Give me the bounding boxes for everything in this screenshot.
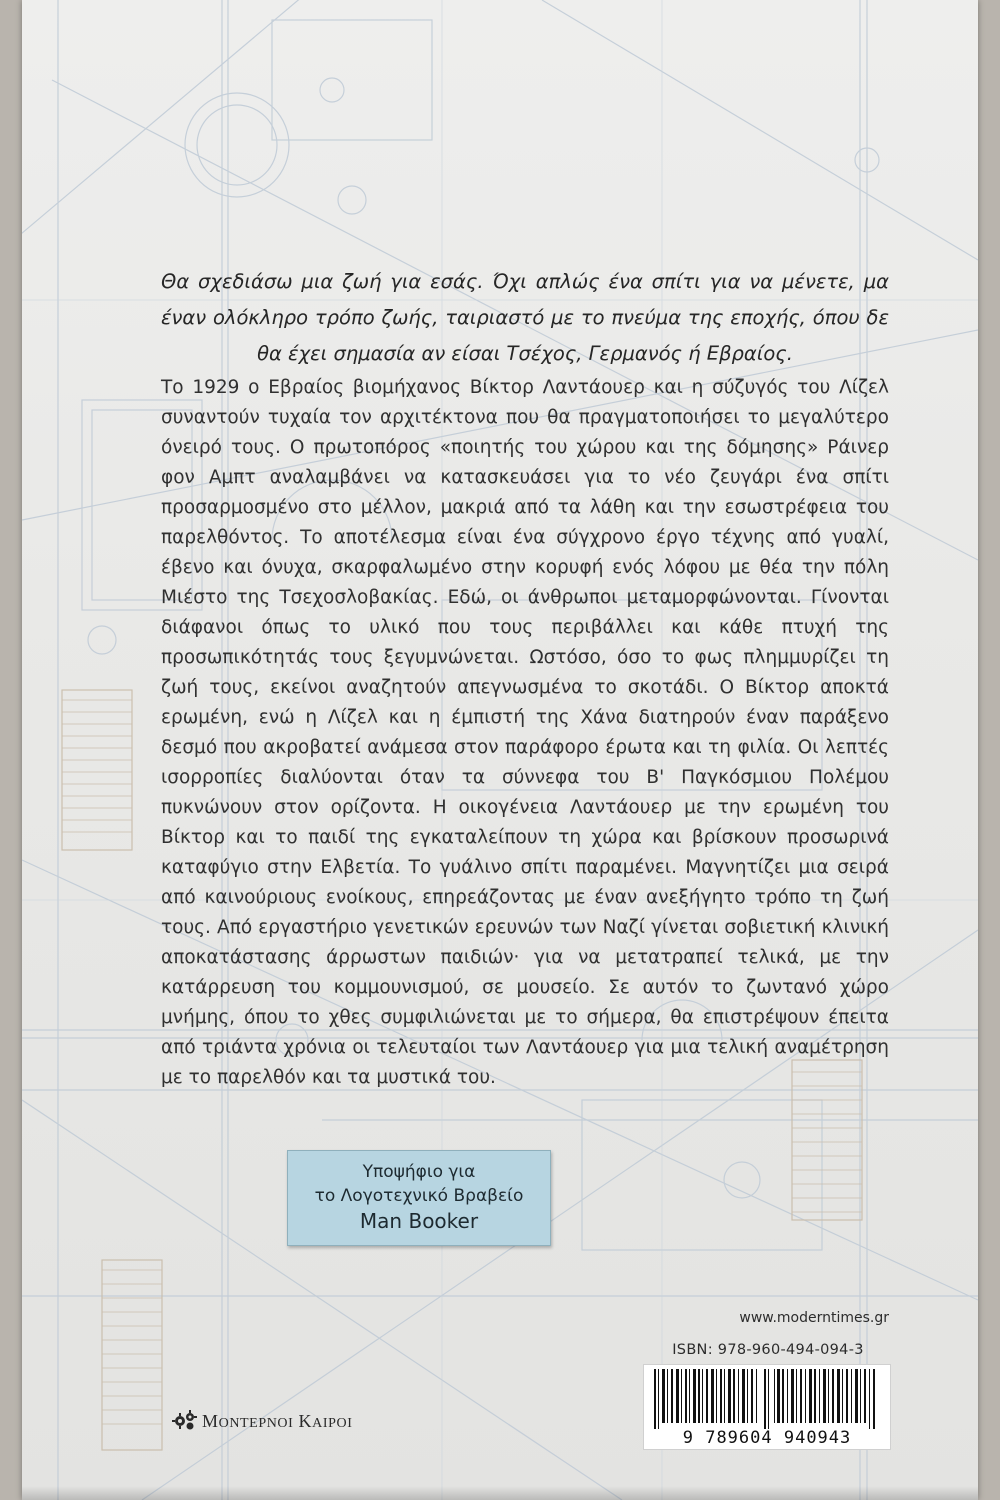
award-line-1: Υποψήφιο για [362,1162,476,1182]
gear-flower-icon [172,1409,198,1433]
cover-edge-shadow [22,1486,978,1500]
barcode [643,1364,891,1450]
tagline-quote: Θα σχεδιάσω μια ζωή για εσάς. Όχι απλώς ένα σπίτι για να μένετε, μα έναν ολόκληρο τρόπο ζωής, ταιριαστό με το πνεύμα της εποχής, όπου δε θα έχει σημασία αν είσαι Τσέχος, Γερμανός ή Εβραίος. [161,269,889,365]
publisher-website: www.moderntimes.gr [739,1310,889,1326]
barcode-bars [652,1369,882,1429]
barcode-number: 9 789604 940943 [682,1428,852,1448]
isbn-label: ISBN: 978-960-494-094-3 [672,1342,864,1358]
synopsis-text: Το 1929 ο Εβραίος βιομήχανος Βίκτορ Λαντάουερ και η σύζυγός του Λίζελ συναντούν τυχαία τον αρχιτέκτονα που θα πραγματοποιήσει το μεγαλύτερο όνειρό τους. Ο πρωτοπόρος «ποιητής του χώρου και της δόμησης» Ράινερ φον Αμπτ αναλαμβάνει να κατασκευάσει για το νέο ζευγάρι ένα σπίτι προσαρμοσμένο στο μέλλον, μακριά από τα λάθη και την εσωστρέφεια του παρελθόντος. Το αποτέλεσμα είναι ένα σύγχρονο έργο τέχνης από γυαλί, έβενο και όνυχα, σκαρφαλωμένο στην κορυφή ενός λόφου με θέα την πόλη Μιέστο της Τσεχοσλοβακίας. Εδώ, οι άνθρωποι μεταμορφώνονται. Γίνονται διάφανοι όπως το υλικό που τους περιβάλλει και κάθε πτυχή της προσωπικότητάς τους ξεγυμνώνεται. Ωστόσο, όσο το φως πλημμυρίζει τη ζωή τους, εκείνοι αναζητούν απεγνωσμένα το σκοτάδι. Ο Βίκτορ αποκτά ερωμένη, ενώ η Λίζελ και η έμπιστή της Χάνα διατηρούν έναν παράξενο δεσμό που ακροβατεί ανάμεσα στον παράφορο έρωτα και τη φιλία. Οι λεπτές ισορροπίες διαλύονται όταν τα σύννεφα του Β' Παγκόσμιου Πολέμου πυκνώνουν στον ορίζοντα. Η οικογένεια Λαντάουερ με την ερωμένη του Βίκτορ και το παιδί της εγκαταλείπουν τη χώρα και βρίσκουν προσωρινά καταφύγιο στην Ελβετία. Το γυάλινο σπίτι παραμένει. Μαγνητίζει μια σειρά από καινούριους ενοίκους, επηρεάζοντας με έναν ανεξήγητο τρόπο τη ζωή τους. Από εργαστήριο γενετικών ερευνών των Ναζί γίνεται σοβιετική κλινική αποκατάστασης άρρωστων παιδιών· για να μετατραπεί τελικά, με την κατάρρευση του κομμουνισμού, σε μουσείο. Σε αυτόν το ζωντανό χώρο μνήμης, όπου το χθες συμφιλιώνεται με το σήμερα, θα επιστρέψουν έπειτα από τριάντα χρόνια οι τελευταίοι των Λαντάουερ για μια τελική αναμέτρηση με το παρελθόν και τα μυστικά του. [161,376,889,1088]
publisher-name: ΜΟΝΤΕΡΝΟΙ ΚΑΙΡΟΙ [202,1410,353,1431]
award-name: Man Booker [359,1209,479,1233]
award-line-2: το Λογοτεχνικό Βραβείο [314,1186,524,1206]
publisher-logo [172,1409,352,1433]
award-nomination-sticker [287,1150,551,1246]
book-back-cover [22,0,978,1500]
